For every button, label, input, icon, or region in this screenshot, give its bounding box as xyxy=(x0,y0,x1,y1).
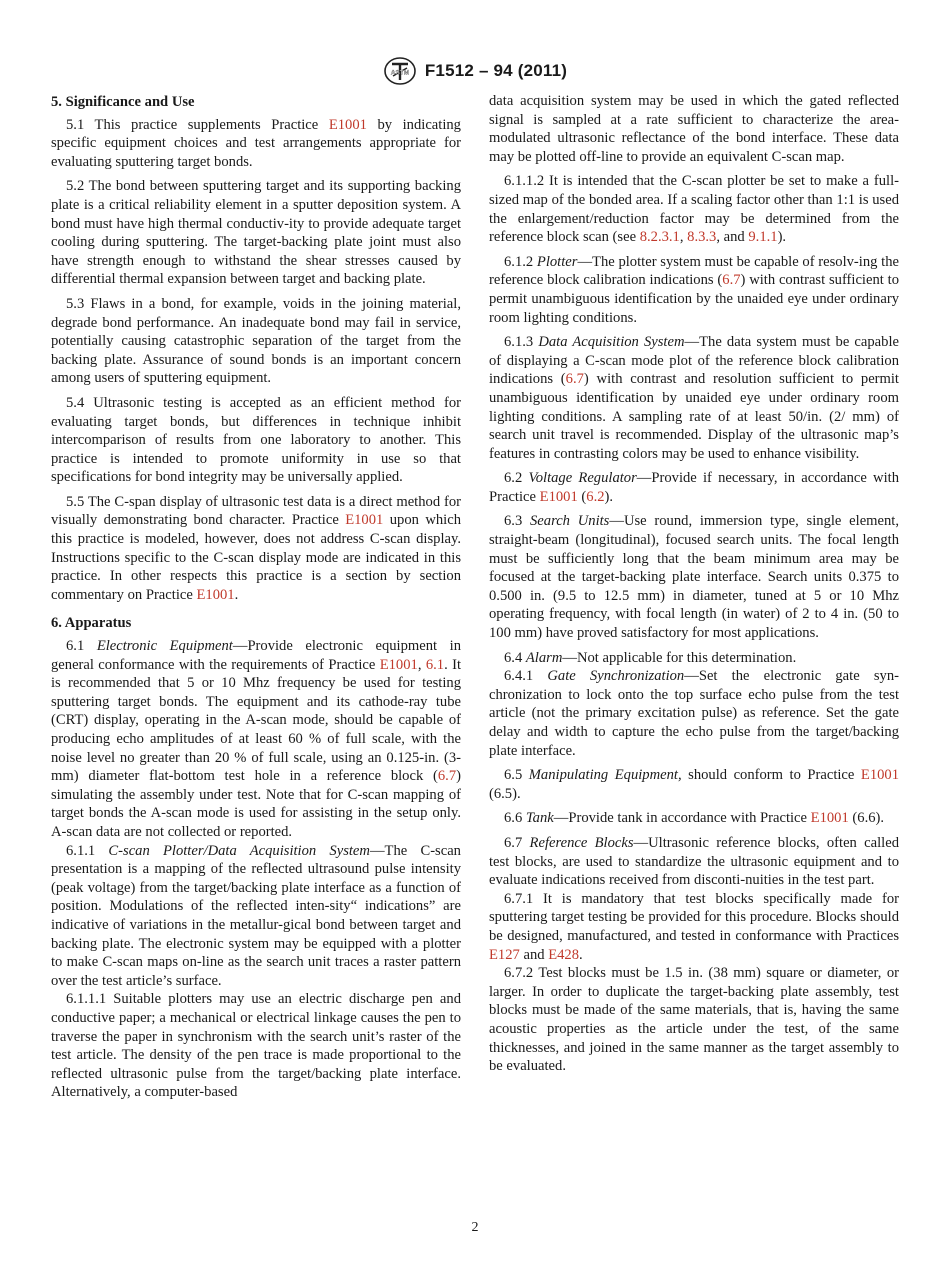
paragraph-6-1-1: 6.1.1 C-scan Plotter/Data Acquisition System—The C-scan presentation is a mapping of the reflected ultrasound pulse intensity (peak voltage) from the target/backing plate interface as a function of position. Modulations of the reflected inten-sity“ indications” are indicative of variations in the metallur-gical bond between target and backing plate. The electronic system may be equipped with a plotter to make C-scan maps on-line as the search unit traces a raster pattern over the test article’s surface. xyxy=(51,842,461,989)
paragraph-6-1: 6.1 Electronic Equipment—Provide electronic equipment in general conformance with the requirements of Practice E1001, 6.1. It is recommended that 5 or 10 Mhz frequency be used for testing sputtering target bonds. The equipment and its cathode-ray tube (CRT) display, operating in the A-scan mode, should be capable of producing echo amplitudes of at least 60 % of full scale, with the noise level no greater than 20 % of full scale, using an 0.125-in. (3-mm) diameter flat-bottom test hole in a reference block (6.7) simulating the assembly under test. Note that for C-scan mapping of target bonds the A-scan mode is used for assisting in the setup only. A-scan data are not collected or reported. xyxy=(51,638,462,840)
left-column xyxy=(51,92,461,1102)
paragraph-5-2: 5.2 The bond between sputtering target and its supporting backing plate is a critical reliability element in a sputter deposition system. A bond must have high thermal conductiv-ity to provide adequate target cooling during sputtering. The target-backing plate joint must also have strength enough to withstand the shear stresses caused by differential thermal expansion between target and backing plate. xyxy=(51,178,461,288)
paragraph-6-7: 6.7 Reference Blocks—Ultrasonic reference blocks, often called test blocks, are used to standardize the ultrasonic equipment and to evaluate indications received from disconti-nuities in the test part. xyxy=(489,834,899,889)
link-e1001[interactable]: E1001 xyxy=(860,767,900,784)
paragraph-6-1-1-2: 6.1.1.2 It is intended that the C-scan plotter be set to make a full-sized map of the bonded area. If a scaling factor other than 1:1 is used the enlargement/reduction factor may be determined from the reference block scan (see 8.2.3.1, 8.3.3, and 9.1.1). xyxy=(489,173,899,246)
link-8-3-3[interactable]: 8.3.3 xyxy=(687,229,717,246)
link-6-7[interactable]: 6.7 xyxy=(565,371,584,388)
page-header xyxy=(0,54,950,88)
paragraph-6-4: 6.4 Alarm—Not applicable for this determination. xyxy=(504,649,797,666)
paragraph-6-4-1: 6.4.1 Gate Synchronization—Set the electronic gate syn-chronization to lock onto the top surface echo pulse from the test article (not the primary excitation pulse) as reference. Set the gate delay and width to capture the echo pulse from the target/backing plate interface. xyxy=(489,668,899,759)
link-e1001[interactable]: E1001 xyxy=(379,656,418,673)
paragraph-6-6: 6.6 Tank—Provide tank in accordance with Practice E1001 (6.6). xyxy=(504,810,885,827)
link-9-1-1[interactable]: 9.1.1 xyxy=(748,229,778,246)
paragraph-5-1: 5.1 This practice supplements Practice E1001 by indicating specific equipment choices and test arrangements appropriate for evaluating sputtering target bonds. xyxy=(51,116,461,170)
link-e1001[interactable]: E1001 xyxy=(810,810,849,827)
paragraph-6-1-1-1: 6.1.1.1 Suitable plotters may use an electric discharge pen and conductive paper; a mechanical or electrical linkage causes the pen to traverse the paper in synchronism with the search unit’s raster of the test article. The density of the pen trace is made proportional to the reflected ultrasonic pulse from the target/backing plate interface. Alternatively, a computer-based xyxy=(51,991,461,1101)
paragraph-6-2: 6.2 Voltage Regulator—Provide if necessary, in accordance with Practice E1001 (6.2). xyxy=(489,470,899,505)
section-5-heading: 5. Significance and Use xyxy=(51,94,195,110)
paragraph-6-1-3: 6.1.3 Data Acquisition System—The data system must be capable of displaying a C-scan mode plot of the reference block calibration indications (6.7) with contrast and resolution sufficient to permit unambiguous identification by unaided eye under ordinary room lighting conditions. A sampling rate of at least 50/in. (2/ mm) of search unit travel is recommended. Display of the ultrasonic map’s features in contrasting colors may be used to enhance visibility. xyxy=(489,334,899,462)
link-8-2-3-1[interactable]: 8.2.3.1 xyxy=(639,229,680,246)
astm-logo-text: ASTM xyxy=(390,69,410,77)
link-6-1[interactable]: 6.1 xyxy=(425,656,445,673)
page-number: 2 xyxy=(471,1220,479,1235)
paragraph-6-5: 6.5 Manipulating Equipment, should conform to Practice E1001 (6.5). xyxy=(489,767,900,802)
link-e1001[interactable]: E1001 xyxy=(539,488,578,505)
link-e428[interactable]: E428 xyxy=(548,946,579,963)
link-e1001[interactable]: E1001 xyxy=(328,116,367,133)
right-column xyxy=(489,92,899,1076)
paragraph-6-1-2: 6.1.2 Plotter—The plotter system must be capable of resolv-ing the reference block calibration indications (6.7) with contrast sufficient to permit unambiguous identification by the unaided eye under ordinary room lighting conditions. xyxy=(489,253,899,326)
document-designation: F1512 – 94 (2011) xyxy=(424,61,568,80)
paragraph-5-5: 5.5 The C-span display of ultrasonic test data is a direct method for visually demonstrating bond character. Practice E1001 upon which this practice is modeled, however, does not address C-scan display. Instructions specific to the C-scan display mode are indicated in this practice. In other respects this practice is a section by section commentary on Practice E1001. xyxy=(51,493,461,603)
section-6-heading: 6. Apparatus xyxy=(51,615,132,632)
paragraph-6-7-2: 6.7.2 Test blocks must be 1.5 in. (38 mm) square or diameter, or larger. In order to duplicate the target-backing plate assembly, test blocks must be made of the same materials, that is, having the same acoustic properties as the article under the test, of the same thicknesses, and joined in the same manner as the target assembly to be evaluated. xyxy=(489,965,899,1075)
paragraph-continued: data acquisition system may be used in which the gated reflected signal is sampled at a rate sufficient to characterize the area-modulated ultrasonic reflectance of the bond interface. These data may be plotted off-line to provide an equivalent C-scan map. xyxy=(489,93,899,165)
link-6-7[interactable]: 6.7 xyxy=(722,272,741,289)
paragraph-5-3: 5.3 Flaws in a bond, for example, voids in the joining material, degrade bond performance. An inadequate bond may fail in service, potentially causing catastrophic separation of the target from the backing plate. Assurance of sound bonds is an important concern among users of sputtering equipment. xyxy=(51,295,461,387)
paragraph-6-3: 6.3 Search Units—Use round, immersion type, single element, straight-beam (longitudinal), focused search units. The focal length must be sufficiently long that the beam minimum area may be focused at the target-backing plate interface. Search units 0.375 to 0.500 in. (9.5 to 12.5 mm) in diameter, tuned at 5 or 10 Mhz operating frequency, with focal length (in water) of 2 to 4 in. (50 to 100 mm) have proved satisfactory for most applications. xyxy=(489,513,899,642)
paragraph-6-7-1: 6.7.1 It is mandatory that test blocks specifically made for sputtering target testing be provided for this procedure. Blocks should be designed, manufactured, and tested in conformance with Practices E127 and E428. xyxy=(489,890,899,963)
astm-logo xyxy=(383,56,417,86)
link-6-7[interactable]: 6.7 xyxy=(437,768,457,785)
link-6-2[interactable]: 6.2 xyxy=(586,488,605,505)
paragraph-5-4: 5.4 Ultrasonic testing is accepted as an efficient method for evaluating target bonds, but differences in technique inhibit intercomparison of results from one laboratory to another. This practice is intended to promote uniformity in use so that specifications for bond integrity may be universally applied. xyxy=(51,394,461,486)
link-e1001[interactable]: E1001 xyxy=(345,512,384,529)
link-e1001[interactable]: E1001 xyxy=(196,586,235,603)
link-e127[interactable]: E127 xyxy=(489,946,520,963)
